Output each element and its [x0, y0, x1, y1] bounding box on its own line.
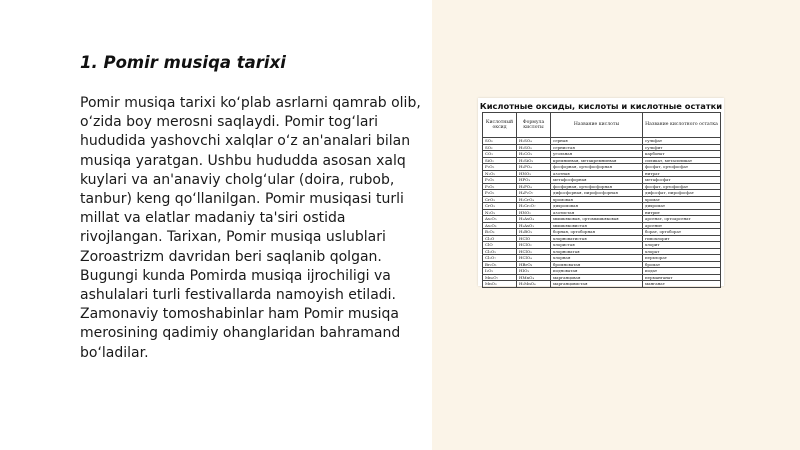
table-cell: бромноватая	[551, 261, 643, 268]
table-cell: P₂O₅	[483, 164, 517, 171]
table-cell: арсенит	[643, 222, 721, 229]
table-row	[483, 157, 721, 164]
table-cell: мышьяковистая	[551, 222, 643, 229]
header-acid-formula: Формула кислоты	[517, 113, 551, 138]
table-header-row	[483, 113, 721, 138]
table-cell: карбонат	[643, 151, 721, 158]
table-cell: фосфат, ортофосфат	[643, 164, 721, 171]
table-title: Кислотные оксиды, кислоты и кислотные остатки	[479, 101, 723, 111]
table-cell: метафосфат	[643, 177, 721, 184]
table-cell: P₂O₅	[483, 177, 517, 184]
table-cell: дифосфат, пирофосфат	[643, 190, 721, 197]
table-cell: H₂CrO₄	[517, 196, 551, 203]
table-cell: гипохлорит	[643, 235, 721, 242]
table-cell: хлорноватистая	[551, 235, 643, 242]
slide-title: 1. Pomir musiqa tarixi	[80, 53, 286, 72]
table-cell: хлорноватая	[551, 248, 643, 255]
table-cell: дихромовая	[551, 203, 643, 210]
table-cell: MnO₃	[483, 281, 517, 288]
table-row	[483, 216, 721, 223]
table-cell: SiO₂	[483, 157, 517, 164]
table-cell: HClO	[517, 235, 551, 242]
table-cell: нитрит	[643, 209, 721, 216]
table-cell: бромат	[643, 261, 721, 268]
table-cell: перманганат	[643, 274, 721, 281]
table-cell: марганцовая	[551, 274, 643, 281]
table-cell: ClO	[483, 242, 517, 249]
header-residue-name: Название кислотного остатка	[643, 113, 721, 138]
table-cell: H₂SO₃	[517, 144, 551, 151]
table-cell: хлористая	[551, 242, 643, 249]
table-cell: силикат, метасиликат	[643, 157, 721, 164]
table-cell: хлорат	[643, 248, 721, 255]
table-body	[483, 138, 721, 288]
table-cell: дихромат	[643, 203, 721, 210]
table-cell: CO₂	[483, 151, 517, 158]
table-cell: манганат	[643, 281, 721, 288]
table-cell: CrO₃	[483, 203, 517, 210]
table-cell: иодноватая	[551, 268, 643, 275]
table-cell: As₂O₅	[483, 216, 517, 223]
table-cell: HIO₃	[517, 268, 551, 275]
table-cell: метафосфорная	[551, 177, 643, 184]
table-cell: сульфит	[643, 144, 721, 151]
table-cell: HClO₄	[517, 255, 551, 262]
table-cell: сульфат	[643, 138, 721, 145]
table-cell: хромат	[643, 196, 721, 203]
table-row	[483, 190, 721, 197]
table-cell: N₂O₃	[483, 209, 517, 216]
table-cell: фосфат, ортофосфат	[643, 183, 721, 190]
header-acid-name: Название кислоты	[551, 113, 643, 138]
table-cell: P₂O₅	[483, 183, 517, 190]
table-cell: серная	[551, 138, 643, 145]
table-cell: угольная	[551, 151, 643, 158]
table-cell: борат, ортоборат	[643, 229, 721, 236]
table-cell: борная, ортоборная	[551, 229, 643, 236]
table-cell: H₃PO₄	[517, 183, 551, 190]
table-cell: HBrO₃	[517, 261, 551, 268]
table-cell: CrO₃	[483, 196, 517, 203]
table-cell: дифосфорная, пирофосфорная	[551, 190, 643, 197]
table-cell: арсенат, ортоарсенат	[643, 216, 721, 223]
table-cell: H₂MnO₄	[517, 281, 551, 288]
table-cell: Br₂O₅	[483, 261, 517, 268]
table-cell: H₄P₂O₇	[517, 190, 551, 197]
table-cell: H₃AsO₃	[517, 222, 551, 229]
acid-oxides-table	[482, 112, 721, 288]
table-cell: азотистая	[551, 209, 643, 216]
table-cell: P₂O₅	[483, 190, 517, 197]
table-cell: Cl₂O₇	[483, 255, 517, 262]
table-cell: фосфорная, ортофосфорная	[551, 183, 643, 190]
table-cell: H₂Cr₂O₇	[517, 203, 551, 210]
table-cell: хромовая	[551, 196, 643, 203]
table-cell: сернистая	[551, 144, 643, 151]
table-cell: H₂CO₃	[517, 151, 551, 158]
table-cell: фосфорная, ортофосфорная	[551, 164, 643, 171]
table-cell: H₃PO₄	[517, 164, 551, 171]
table-cell: SO₃	[483, 138, 517, 145]
table-cell: HPO₃	[517, 177, 551, 184]
table-row	[483, 281, 721, 288]
table-cell: H₃BO₃	[517, 229, 551, 236]
table-cell: SO₂	[483, 144, 517, 151]
table-cell: марганцовистая	[551, 281, 643, 288]
acid-oxides-table-image	[478, 98, 724, 286]
table-cell: нитрат	[643, 170, 721, 177]
table-cell: HMnO₄	[517, 274, 551, 281]
table-cell: HNO₃	[517, 170, 551, 177]
table-cell: As₂O₃	[483, 222, 517, 229]
table-cell: I₂O₅	[483, 268, 517, 275]
table-cell: Cl₂O	[483, 235, 517, 242]
table-cell: мышьяковая, ортомышьяковая	[551, 216, 643, 223]
table-row	[483, 164, 721, 171]
table-cell: H₂SiO₃	[517, 157, 551, 164]
table-cell: Mn₂O₇	[483, 274, 517, 281]
table-cell: HClO₃	[517, 248, 551, 255]
table-cell: перхлорат	[643, 255, 721, 262]
table-cell: H₂SO₄	[517, 138, 551, 145]
table-cell: хлорит	[643, 242, 721, 249]
header-acid-oxide: Кислотный оксид	[483, 113, 517, 138]
table-cell: азотная	[551, 170, 643, 177]
table-cell: N₂O₅	[483, 170, 517, 177]
table-row	[483, 183, 721, 190]
table-cell: кремниевая, метакремниевая	[551, 157, 643, 164]
slide-body-text: Pomir musiqa tarixi ko‘plab asrlarni qamrab olib, o‘zida boy merosni saqlaydi. Pomir tog‘lari hududida yashovchi xalqlar o‘z an'analari bilan musiqa yaratgan. Ushbu hududda asosan xalq kuylari va an'anaviy cholg‘ular (doira, rubob, tanbur) keng qo‘llanilgan. Pomir musiqasi turli millat va elatlar madaniy ta'siri ostida rivojlangan. Tarixan, Pomir musiqa uslublari Zoroastrizm davridan beri saqlanib qolgan. Bugungi kunda Pomirda musiqa ijrochiligi va ashulalari turli festivallarda namoyish etiladi. Zamonaviy tomoshabinlar ham Pomir musiqa merosining qadimiy ohanglaridan bahramand bo‘ladilar.	[80, 95, 421, 361]
table-cell: Cl₂O₅	[483, 248, 517, 255]
table-cell: HNO₂	[517, 209, 551, 216]
table-cell: HClO₂	[517, 242, 551, 249]
table-cell: иодат	[643, 268, 721, 275]
table-cell: H₃AsO₄	[517, 216, 551, 223]
table-cell: B₂O₃	[483, 229, 517, 236]
table-cell: хлорная	[551, 255, 643, 262]
